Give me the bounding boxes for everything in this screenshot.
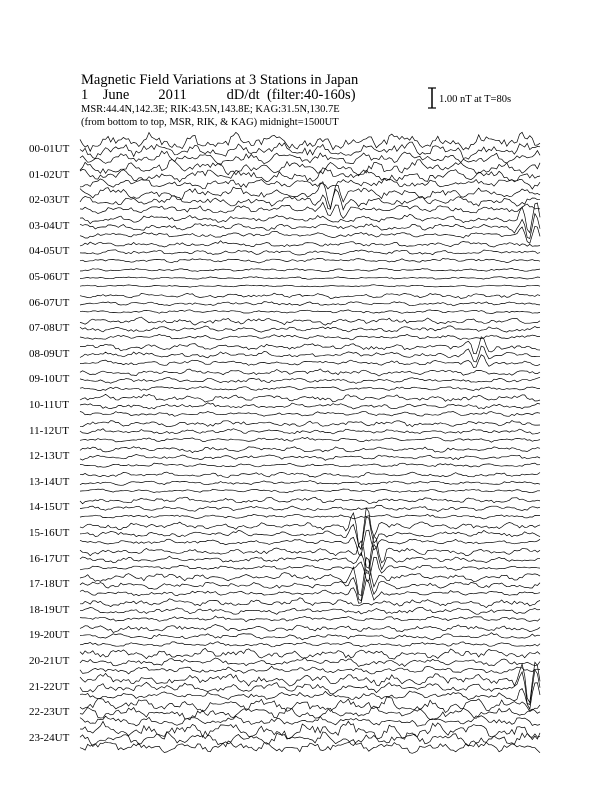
hour-label: 11-12UT [29,424,69,437]
trace-msr-20-21ut [80,666,540,674]
hour-label: 07-08UT [29,322,70,335]
trace-rik-13-14ut [80,481,540,486]
trace-rik-02-03ut [80,189,540,209]
trace-msr-22-23ut [80,716,540,727]
trace-rik-17-18ut [80,570,540,601]
trace-kag-18-19ut [80,598,540,608]
hour-label: 23-24UT [29,731,70,744]
trace-rik-09-10ut [80,377,540,383]
hour-label: 16-17UT [29,552,70,565]
trace-rik-12-13ut [80,455,540,461]
trace-rik-16-17ut [80,544,540,573]
trace-msr-13-14ut [80,489,540,493]
trace-rik-18-19ut [80,607,540,614]
trace-msr-00-01ut [80,151,540,166]
trace-kag-14-15ut [80,497,540,504]
trace-rik-07-08ut [80,326,540,332]
trace-kag-05-06ut [80,268,540,271]
trace-msr-17-18ut [80,580,540,603]
hour-label: 13-14UT [29,475,70,488]
trace-kag-12-13ut [80,447,540,453]
trace-msr-14-15ut [80,514,540,519]
trace-kag-11-12ut [80,421,540,427]
trace-msr-15-16ut [80,530,540,556]
trace-kag-09-10ut [80,369,540,376]
hour-label: 12-13UT [29,450,70,463]
trace-rik-10-11ut [80,403,540,409]
trace-rik-20-21ut [80,658,540,667]
trace-rik-05-06ut [80,277,540,280]
hour-label: 17-18UT [29,578,70,591]
trace-rik-14-15ut [80,506,540,512]
trace-kag-17-18ut [80,558,540,596]
trace-kag-15-16ut [80,508,540,549]
trace-msr-04-05ut [80,258,540,263]
trace-msr-21-22ut [80,683,540,709]
trace-kag-13-14ut [80,472,540,477]
hour-label: 10-11UT [29,399,69,411]
hour-label: 22-23UT [29,706,70,719]
stacking-note: (from bottom to top, MSR, RIK, & KAG) midnight=1500UT [81,117,339,128]
hour-label: 06-07UT [29,296,70,309]
trace-rik-21-22ut [80,670,540,705]
trace-msr-05-06ut [80,285,540,287]
trace-rik-23-24ut [80,731,540,747]
hour-label: 01-02UT [29,168,70,181]
date-line: 1 June 2011 dD/dt (filter:40-160s) [81,87,356,103]
hour-label: 03-04UT [29,219,70,232]
trace-msr-08-09ut [80,355,540,368]
trace-msr-10-11ut [80,411,540,416]
trace-kag-04-05ut [80,241,540,247]
hour-label: 04-05UT [29,245,70,258]
trace-kag-02-03ut [80,182,540,208]
hour-label: 05-06UT [29,271,70,283]
trace-msr-09-10ut [80,387,540,391]
scale-bar-label: 1.00 nT at T=80s [439,94,512,105]
trace-msr-01-02ut [80,179,540,189]
station-coordinates: MSR:44.4N,142.3E; RIK:43.5N,143.8E; KAG:31.5N,130.7E [81,104,340,115]
hour-label: 18-19UT [29,603,70,616]
trace-kag-10-11ut [80,394,540,402]
trace-kag-19-20ut [80,625,540,633]
hour-label: 00-01UT [29,143,70,155]
hour-label: 09-10UT [29,373,70,386]
trace-rik-19-20ut [80,633,540,640]
trace-msr-11-12ut [80,437,540,442]
hour-label: 21-22UT [29,680,70,693]
trace-kag-01-02ut [80,159,540,175]
trace-msr-06-07ut [80,310,540,314]
trace-kag-08-09ut [80,337,540,354]
hour-label: 15-16UT [29,527,70,539]
trace-kag-22-23ut [80,697,540,713]
hour-label: 14-15UT [29,501,70,514]
hour-label: 08-09UT [29,347,70,360]
trace-kag-20-21ut [80,648,540,659]
trace-kag-16-17ut [80,536,540,568]
hour-label: 20-21UT [29,655,70,667]
hour-label: 19-20UT [29,629,70,642]
trace-rik-08-09ut [80,346,540,362]
trace-msr-18-19ut [80,616,540,622]
trace-rik-15-16ut [80,517,540,549]
trace-kag-23-24ut [80,721,540,739]
trace-kag-06-07ut [80,293,540,298]
trace-rik-04-05ut [80,250,540,255]
trace-kag-07-08ut [80,317,540,325]
chart-title: Magnetic Field Variations at 3 Stations in Japan [81,72,359,88]
trace-msr-02-03ut [80,202,540,218]
trace-rik-06-07ut [80,302,540,306]
trace-rik-11-12ut [80,429,540,434]
trace-msr-12-13ut [80,463,540,467]
trace-msr-19-20ut [80,642,540,647]
trace-msr-07-08ut [80,334,540,340]
hour-label: 02-03UT [29,194,70,207]
